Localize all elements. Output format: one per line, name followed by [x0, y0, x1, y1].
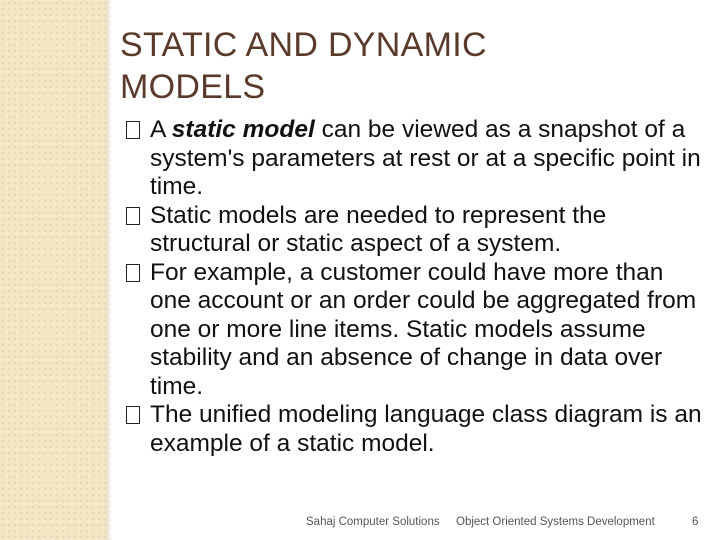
square-bullet-icon: [126, 207, 140, 225]
footer-page-number: 6: [692, 516, 699, 528]
slide-title: STATIC AND DYNAMIC MODELS: [120, 26, 487, 106]
side-strip-edge: [106, 0, 112, 540]
bullet-item-2: [126, 202, 706, 259]
footer-course-title: Object Oriented Systems Development: [456, 516, 655, 528]
square-bullet-icon: [126, 406, 140, 424]
decorative-side-strip: [0, 0, 106, 540]
bullet-list: [126, 116, 706, 458]
bullet-item-3: [126, 259, 706, 402]
bullet-item-4: [126, 401, 706, 458]
bullet-2-text: Static models are needed to represent the structural or static aspect of a system.: [150, 201, 607, 257]
bullet-1-prefix: A: [150, 116, 172, 143]
footer-author: Sahaj Computer Solutions: [306, 516, 440, 528]
bullet-1-text: can be viewed as a snapshot of a system's parameters at rest or at a specific point in time.: [150, 116, 701, 200]
bullet-4-text: The unified modeling language class diagram is an example of a static model.: [150, 401, 702, 457]
bullet-1-emphasis: static model: [171, 116, 315, 143]
bullet-3-text: For example, a customer could have more than one account or an order could be aggregated from one or more line items. Static models assume stability and an absence of change in data over time.: [150, 258, 697, 400]
square-bullet-icon: [126, 264, 140, 282]
square-bullet-icon: [126, 121, 140, 139]
bullet-item-1: [126, 116, 706, 202]
